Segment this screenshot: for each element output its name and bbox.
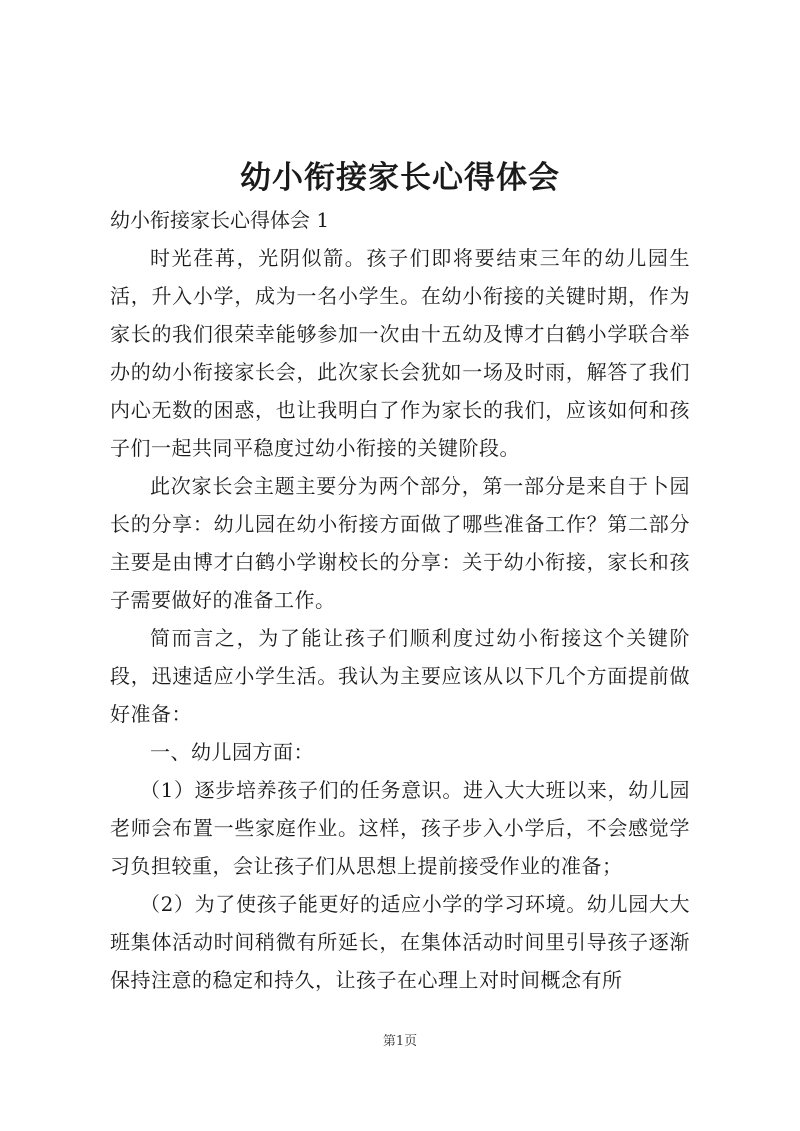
paragraph-3: 简而言之，为了能让孩子们顺利度过幼小衔接这个关键阶段，迅速适应小学生活。我认为主要应该从以下几个方面提前做好准备：: [110, 626, 690, 726]
document-body: [110, 201, 690, 999]
document-title: 幼小衔接家长心得体会: [240, 160, 560, 196]
section-subtitle: 幼小衔接家长心得体会 1: [110, 208, 330, 232]
paragraph-1: 时光荏苒，光阴似箭。孩子们即将要结束三年的幼儿园生活，升入小学，成为一名小学生。在幼小衔接的关键时期，作为家长的我们很荣幸能够参加一次由十五幼及博才白鹤小学联合举办的幼小衔接家长会，此次家长会犹如一场及时雨，解答了我们内心无数的困惑，也让我明白了作为家长的我们，应该如何和孩子们一起共同平稳度过幼小衔接的关键阶段。: [110, 246, 690, 460]
list-item-1: （1）逐步培养孩子们的任务意识。进入大大班以来，幼儿园老师会布置一些家庭作业。这样，孩子步入小学后，不会感觉学习负担较重，会让孩子们从思想上提前接受作业的准备；: [110, 778, 690, 878]
list-item-2: （2）为了使孩子能更好的适应小学的学习环境。幼儿园大大班集体活动时间稍微有所延长，在集体活动时间里引导孩子逐渐保持注意的稳定和持久，让孩子在心理上对时间概念有所: [110, 892, 690, 992]
page-number: 第1页: [382, 1034, 418, 1049]
section-heading-kindergarten: 一、幼儿园方面：: [150, 740, 314, 764]
paragraph-2: 此次家长会主题主要分为两个部分，第一部分是来自于卜园长的分享：幼儿园在幼小衔接方面做了哪些准备工作？第二部分主要是由博才白鹤小学谢校长的分享：关于幼小衔接，家长和孩子需要做好的准备工作。: [110, 474, 690, 612]
